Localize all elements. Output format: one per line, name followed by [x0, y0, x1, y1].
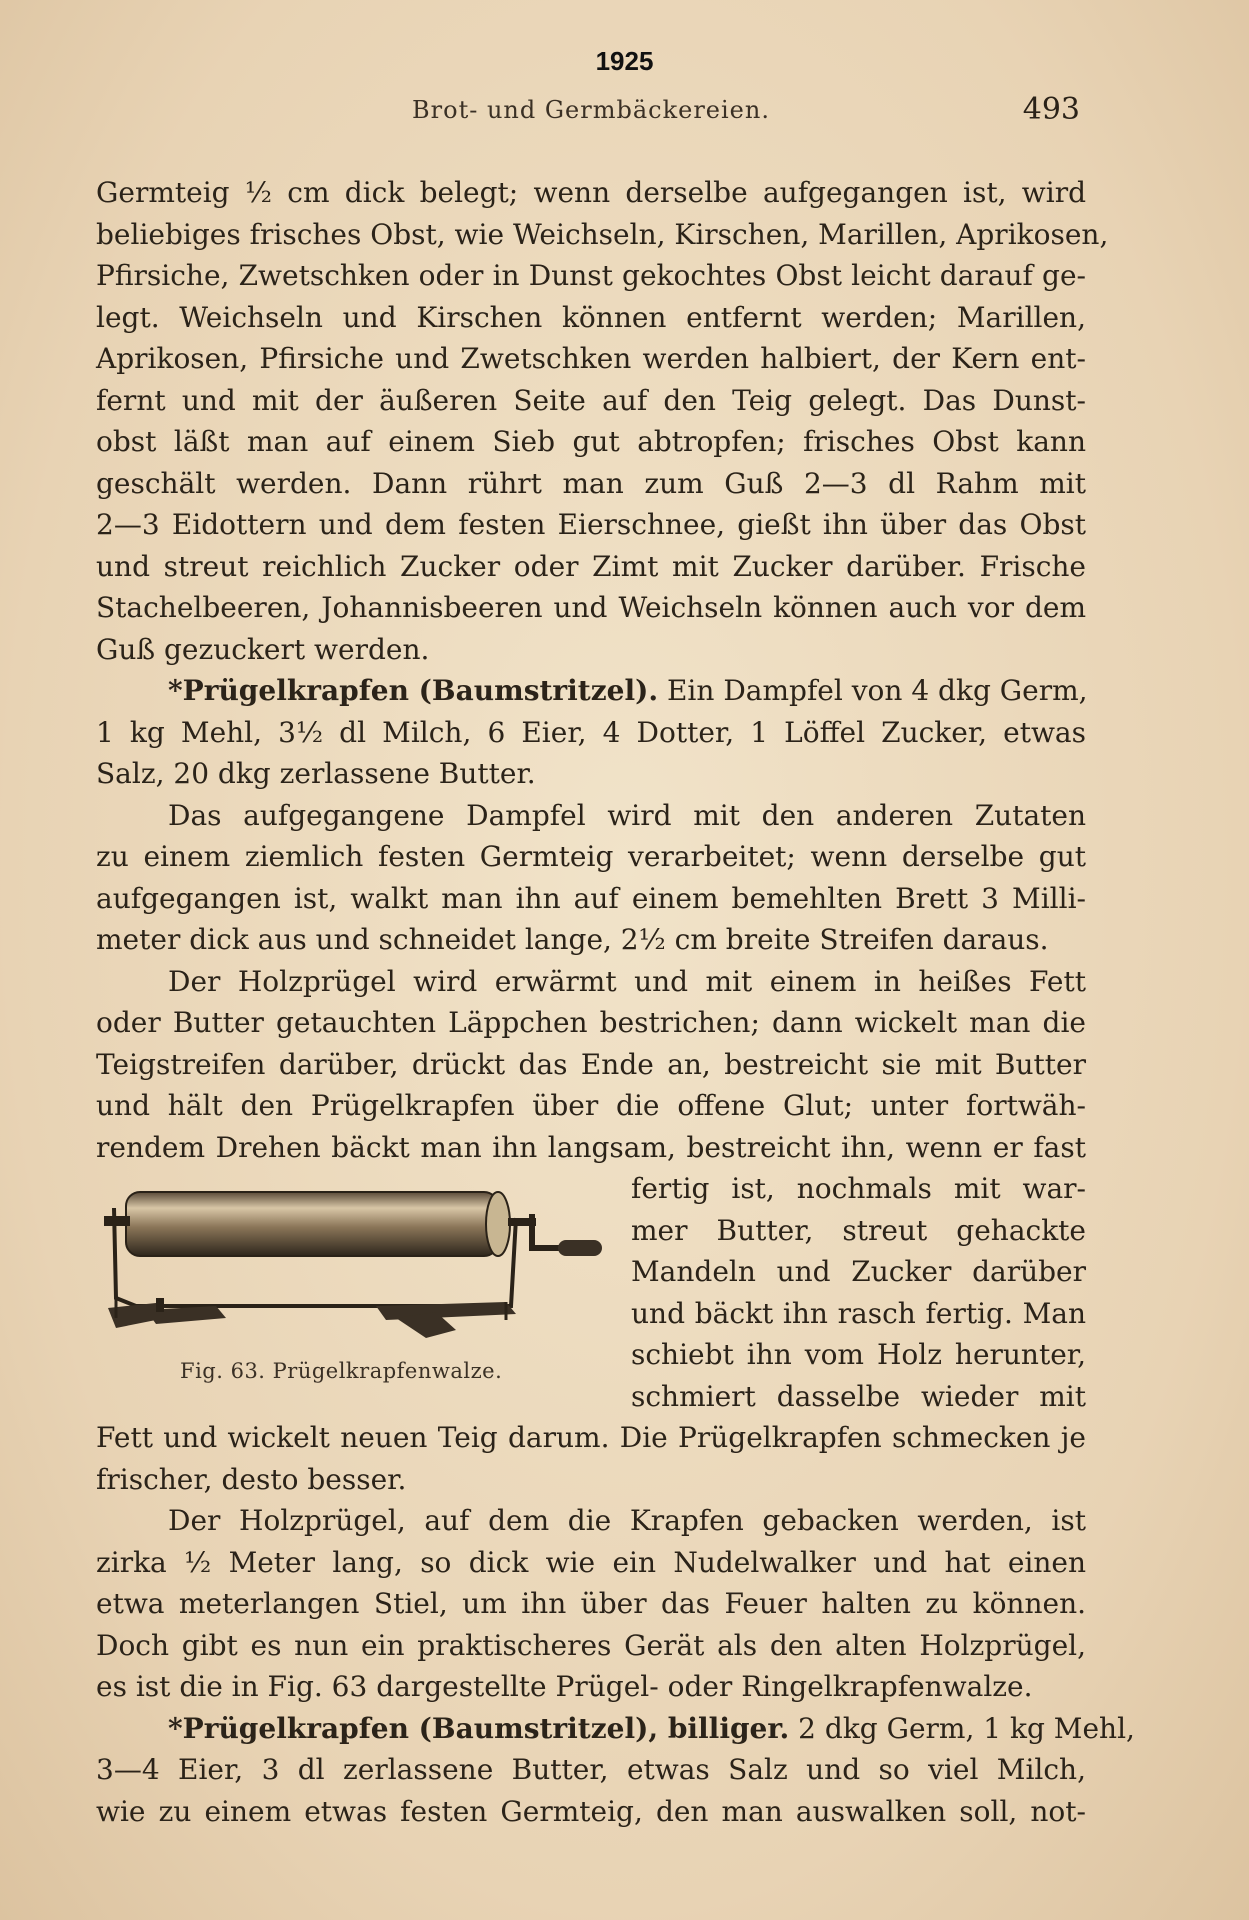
text-line-beside-figure: schmiert dasselbe wieder mit: [631, 1379, 1086, 1413]
text-line: aufgegangen ist, walkt man ihn auf einem bemehlten Brett 3 Milli-: [96, 881, 1086, 915]
text-line: etwa meterlangen Stiel, um ihn über das Feuer halten zu können.: [96, 1587, 1086, 1620]
text-line: Stachelbeeren, Johannisbeeren und Weichseln können auch vor dem: [96, 591, 1086, 624]
text-line: zu einem ziemlich festen Germteig verarbeitet; wenn derselbe gut: [96, 840, 1086, 873]
text-line: oder Butter getauchten Läppchen bestrichen; dann wickelt man die: [96, 1006, 1086, 1039]
page-header: [96, 92, 1086, 136]
running-header: Brot- und Germbäckereien.: [412, 96, 770, 124]
recipe-heading-line: [96, 1708, 1135, 1750]
text-line: obst läßt man auf einem Sieb gut abtropfen; frisches Obst kann: [96, 425, 1086, 458]
text-line-beside-figure: mer Butter, streut gehackte: [631, 1213, 1086, 1247]
text-line: meter dick aus und schneidet lange, 2½ cm breite Streifen daraus.: [96, 923, 1049, 956]
body-text: [96, 172, 1135, 1832]
text-line: beliebiges frisches Obst, wie Weichseln, Kirschen, Marillen, Aprikosen,: [96, 217, 1109, 251]
text-line: und streut reichlich Zucker oder Zimt mit Zucker darüber. Frische: [96, 549, 1086, 583]
text-line: frischer, desto besser.: [96, 1462, 407, 1496]
text-line-beside-figure: schiebt ihn vom Holz herunter,: [631, 1338, 1086, 1371]
text-line: geschält werden. Dann rührt man zum Guß 2—3 dl Rahm mit: [96, 466, 1086, 500]
text-line: Teigstreifen darüber, drückt das Ende an, bestreicht sie mit Butter: [96, 1047, 1086, 1081]
text-line: fernt und mit der äußeren Seite auf den Teig gelegt. Das Dunst-: [96, 383, 1086, 417]
figure-63: [96, 1178, 616, 1388]
text-line: Der Holzprügel wird erwärmt und mit einem in heißes Fett: [168, 964, 1086, 998]
text-line: Das aufgegangene Dampfel wird mit den anderen Zutaten: [168, 798, 1086, 832]
text-line-beside-figure: fertig ist, nochmals mit war-: [631, 1172, 1086, 1205]
text-line: zirka ½ Meter lang, so dick wie ein Nudelwalker und hat einen: [96, 1545, 1086, 1579]
text-line: Germteig ½ cm dick belegt; wenn derselbe aufgegangen ist, wird: [96, 176, 1086, 209]
roller-illustration: [96, 1178, 616, 1358]
text-line: 1 kg Mehl, 3½ dl Milch, 6 Eier, 4 Dotter, 1 Löffel Zucker, etwas: [96, 715, 1086, 749]
text-line: Fett und wickelt neuen Teig darum. Die Prügelkrapfen schmecken je: [96, 1421, 1086, 1454]
text-line: rendem Drehen bäckt man ihn langsam, bestreicht ihn, wenn er fast: [96, 1130, 1086, 1164]
text-line: Guß gezuckert werden.: [96, 632, 430, 666]
figure-caption: Fig. 63. Prügelkrapfenwalze.: [180, 1359, 503, 1383]
year-label: 1925: [595, 46, 654, 76]
page-number: 493: [1022, 92, 1080, 127]
recipe-title: *Prügelkrapfen (Baumstritzel), billiger.: [168, 1711, 790, 1745]
text-line: 2—3 Eidottern und dem festen Eierschnee, gießt ihn über das Obst: [96, 508, 1086, 541]
text-line: Der Holzprügel, auf dem die Krapfen gebacken werden, ist: [168, 1504, 1086, 1537]
text-line: 3—4 Eier, 3 dl zerlassene Butter, etwas Salz und so viel Milch,: [96, 1753, 1086, 1786]
recipe-title-rest: Ein Dampfel von 4 dkg Germ,: [658, 674, 1088, 707]
text-line: Doch gibt es nun ein praktischeres Gerät als den alten Holzprügel,: [96, 1628, 1086, 1662]
text-line: wie zu einem etwas festen Germteig, den man auswalken soll, not-: [96, 1794, 1086, 1828]
text-line: es ist die in Fig. 63 dargestellte Prügel- oder Ringelkrapfenwalze.: [96, 1670, 1033, 1703]
recipe-title: *Prügelkrapfen (Baumstritzel).: [168, 674, 659, 707]
recipe-title-rest: 2 dkg Germ, 1 kg Mehl,: [789, 1711, 1135, 1745]
text-line-beside-figure: Mandeln und Zucker darüber: [631, 1255, 1086, 1288]
recipe-heading-line: [96, 670, 1086, 712]
text-line: Pfirsiche, Zwetschken oder in Dunst gekochtes Obst leicht darauf ge-: [96, 259, 1086, 292]
text-line: legt. Weichseln und Kirschen können entfernt werden; Marillen,: [96, 300, 1086, 334]
text-line-beside-figure: und bäckt ihn rasch fertig. Man: [631, 1296, 1086, 1330]
text-line: Salz, 20 dkg zerlassene Butter.: [96, 757, 536, 790]
text-line: und hält den Prügelkrapfen über die offene Glut; unter fortwäh-: [96, 1089, 1086, 1122]
text-line: Aprikosen, Pfirsiche und Zwetschken werden halbiert, der Kern ent-: [96, 342, 1086, 375]
